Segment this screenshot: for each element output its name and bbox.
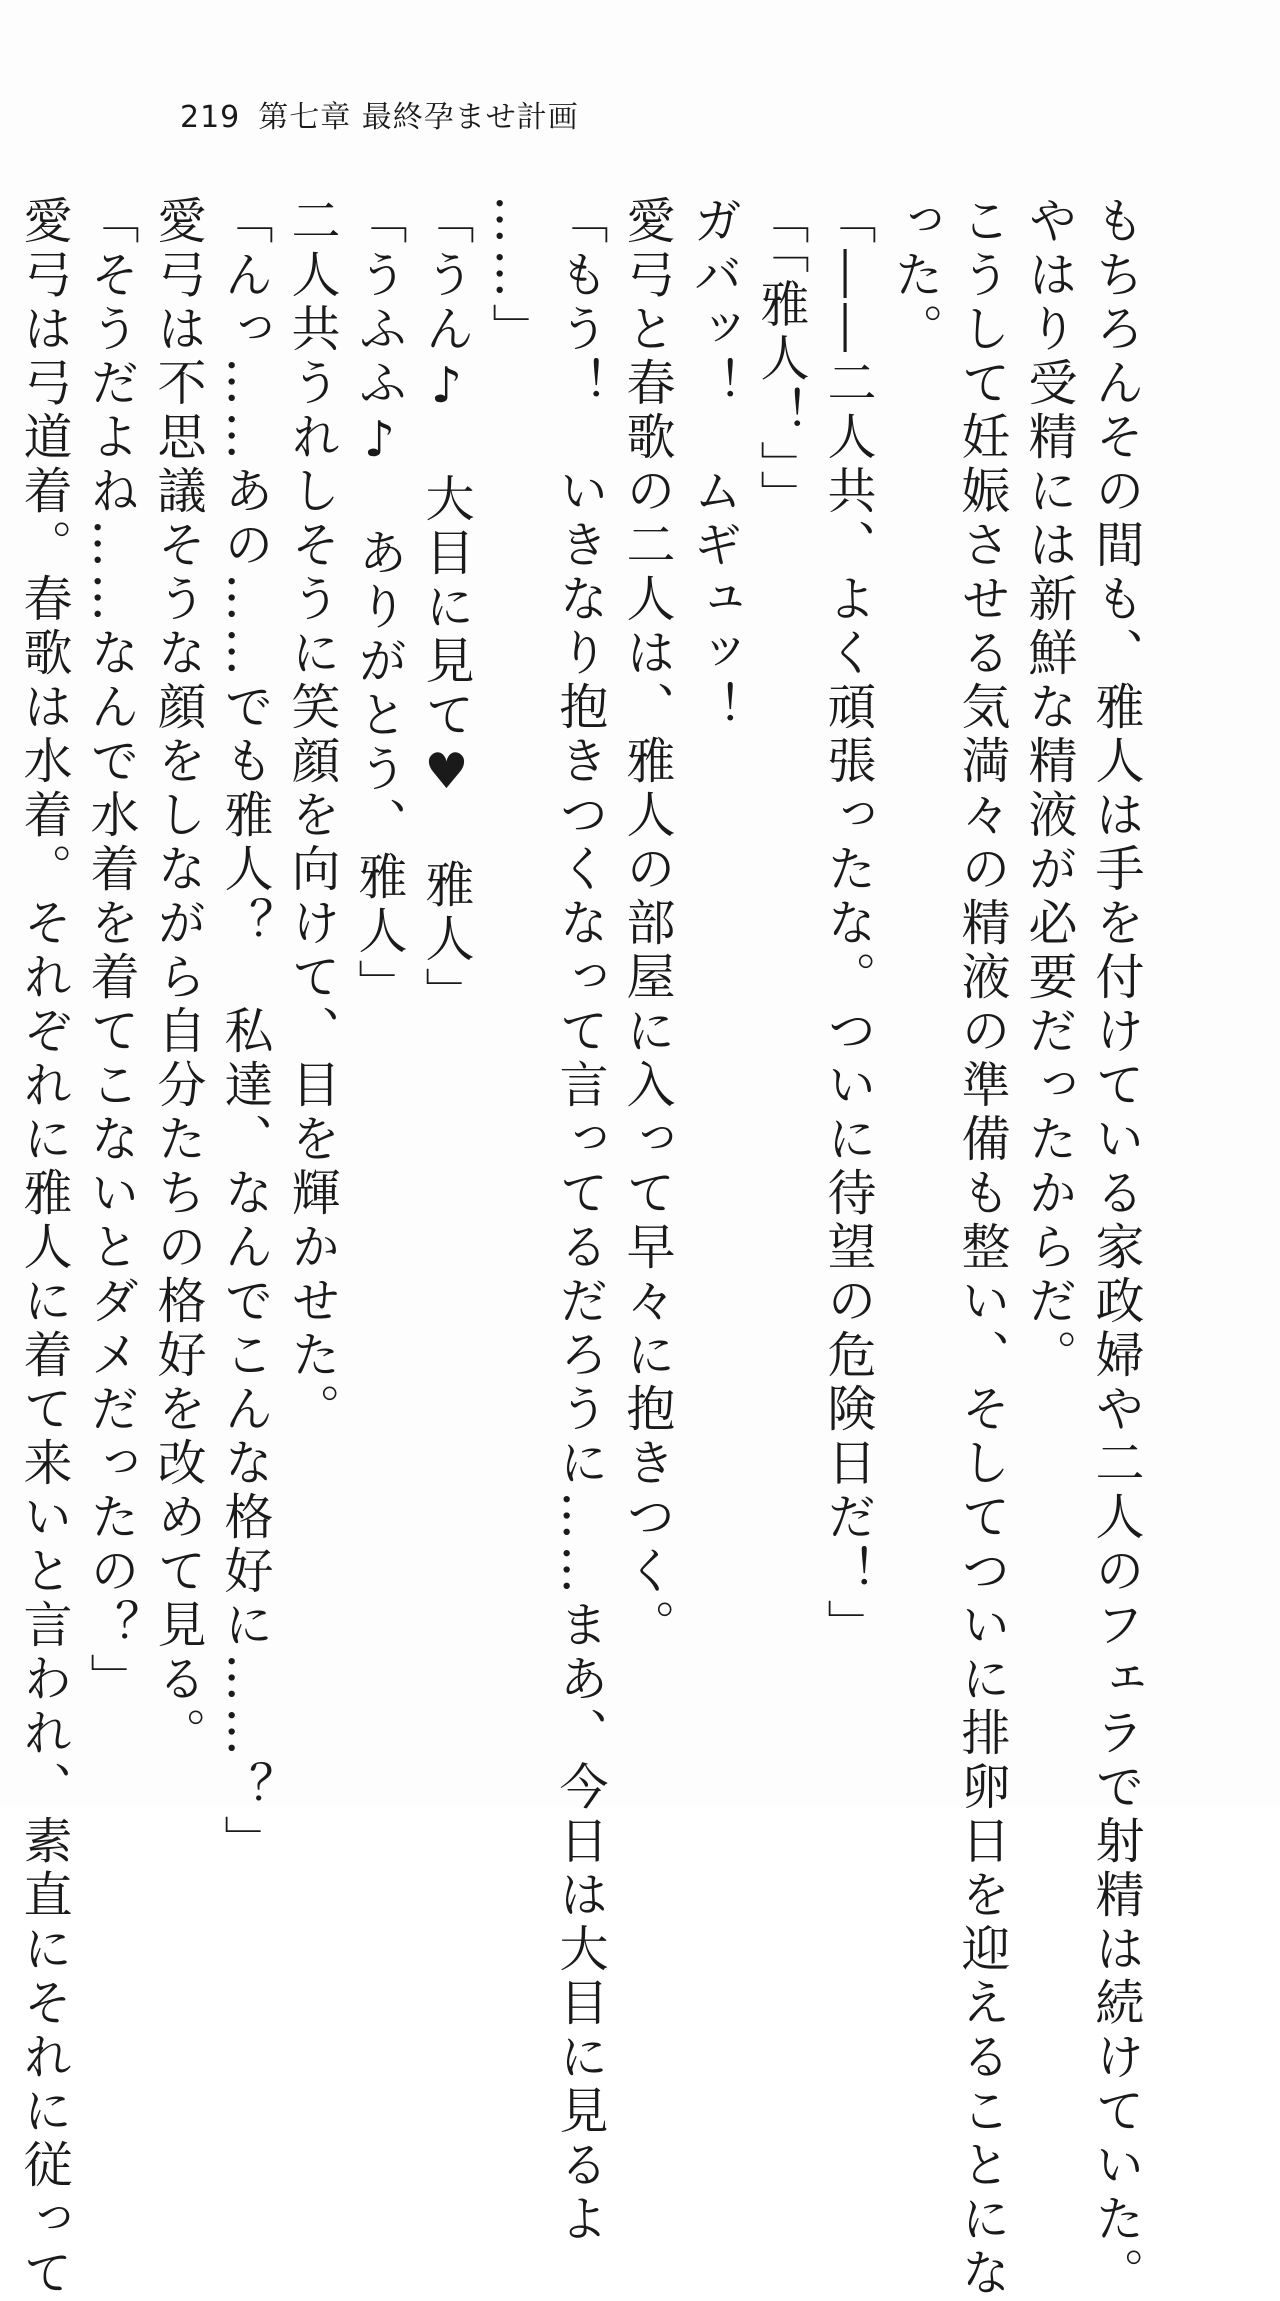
text-line: ……」: [485, 195, 542, 357]
text-line: 愛弓と春歌の二人は、雅人の部屋に入って早々に抱きつく。: [619, 195, 676, 1653]
vertical-text-body: [16, 195, 1150, 2301]
text-line: 愛弓は不思議そうな顔をしながら自分たちの格好を改めて見る。: [150, 195, 207, 1761]
text-line: 二人共うれしそうに笑顔を向けて、目を輝かせた。: [284, 195, 341, 1437]
text-line: 「うん♪ 大目に見て♥ 雅人」: [418, 195, 475, 1021]
text-line: 「うふふ♪ ありがとう、雅人」: [351, 195, 408, 1013]
text-line: 「そうだよね……なんで水着を着てこないとダメだったの？」: [83, 195, 140, 1707]
text-line: ガバッ！ ムギュッ！: [686, 195, 743, 735]
text-line: やはり受精には新鮮な精液が必要だったからだ。: [1021, 195, 1078, 1383]
text-line: もちろんその間も、雅人は手を付けている家政婦や二人のフェラで射精は続けていた。: [1088, 195, 1145, 2301]
text-line: こうして妊娠させる気満々の精液の準備も整い、そしてついに排卵日を迎えることにな: [954, 195, 1011, 2301]
page-number: 219: [180, 100, 241, 135]
text-line: 「「雅人！」」: [753, 195, 810, 524]
running-head: [180, 92, 579, 136]
text-line: 愛弓は弓道着。春歌は水着。それぞれに雅人に着て来いと言われ、素直にそれに従って: [16, 195, 73, 2301]
text-line: った。: [887, 195, 944, 357]
chapter-title: 第七章 最終孕ませ計画: [258, 100, 579, 135]
text-line: 「んっ……あの……でも雅人？ 私達、なんでこんな格好に……？」: [217, 195, 274, 1869]
text-line: 「――二人共、よく頑張ったな。ついに待望の危険日だ！」: [820, 195, 877, 1653]
text-line: 「もう！ いきなり抱きつくなって言ってるだろうに……まあ、今日は大目に見るよ: [552, 195, 609, 2247]
